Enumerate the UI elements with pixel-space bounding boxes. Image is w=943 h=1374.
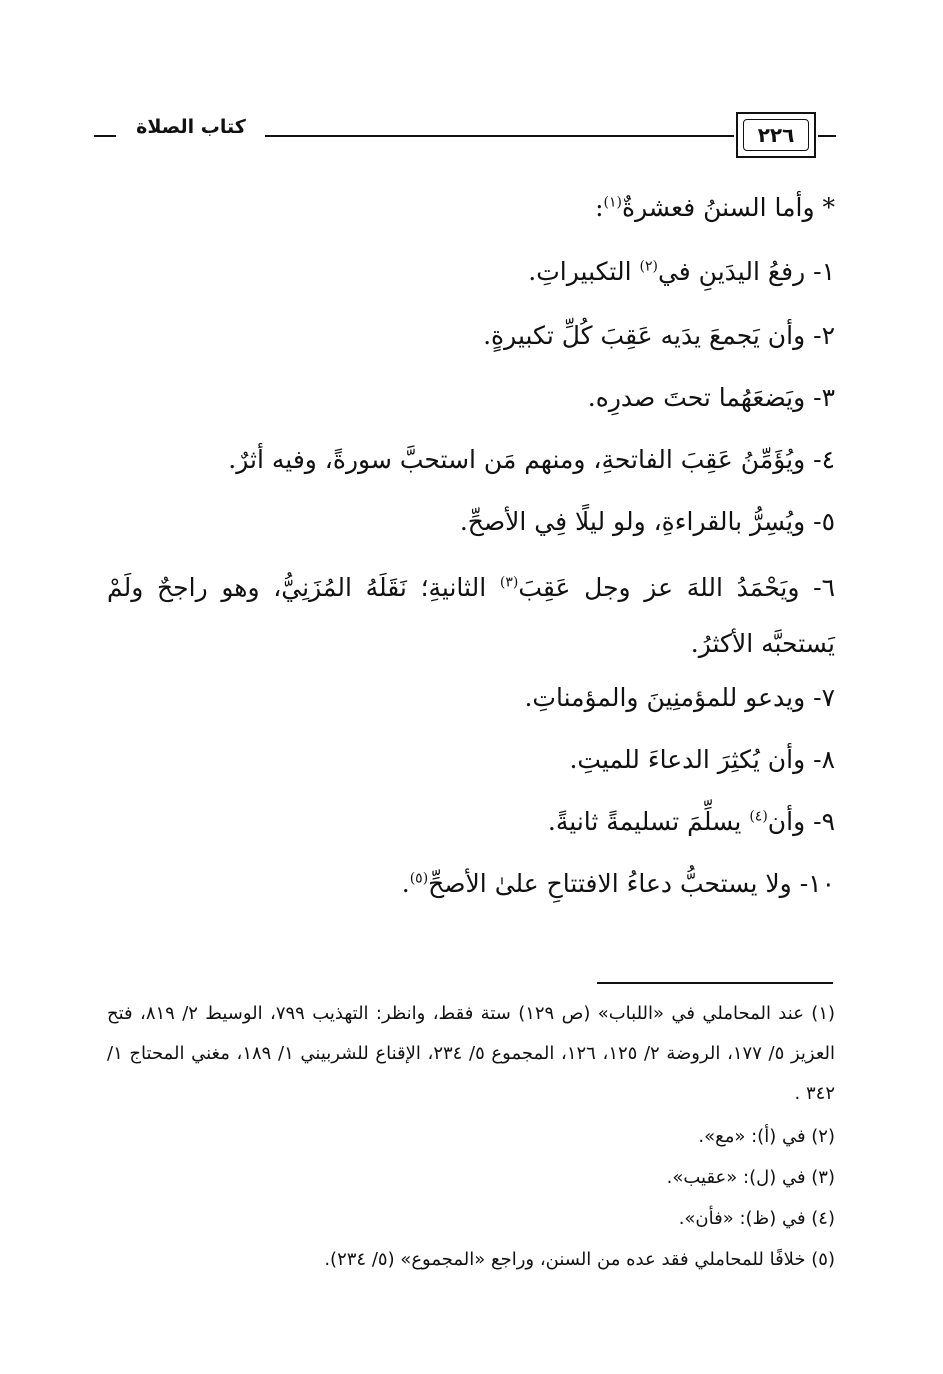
list-item: ٧- ويدعو للمؤمنِينَ والمؤمناتِ. bbox=[524, 683, 835, 712]
list-item: ٨- وأن يُكثِرَ الدعاءَ للميتِ. bbox=[569, 745, 835, 774]
header-rule-middle bbox=[265, 135, 734, 137]
sunan-intro: * وأما السننُ فعشرةٌ$^{(١)}$: bbox=[595, 193, 835, 222]
footnote-1: (١) عند المحاملي في «اللباب» (ص ١٢٩) ستة فقط، وانظر: التهذيب ٧٩٩، الوسيط ٢/ ٨١٩، فتح العزيز ٥/ ١٧٧، الروضة ٢/ ١٢٥، ١٢٦، المجموع ٥/ ٢٣٤، الإقناع للشربيني ١/ ١٨٩، مغني المحتاج ١/ ٣٤٢ . bbox=[107, 1003, 836, 1104]
footnote-4: (٤) في (ظ): «فأن». bbox=[678, 1208, 835, 1229]
header-rule-left bbox=[94, 135, 116, 137]
list-item: ١- رفعُ اليدَينِ في$^{(٢)}$ التكبيراتِ. bbox=[528, 257, 835, 286]
footnote-2: (٢) في (أ): «مع». bbox=[698, 1126, 835, 1147]
list-item: ٥- ويُسِرُّ بالقراءةِ، ولو ليلًا فِي الأصحِّ. bbox=[459, 507, 835, 536]
page-number-box bbox=[736, 112, 816, 158]
list-item-six: ٦- ويَحْمَدُ اللهَ عز وجل عَقِبَ$^{(٣)}$ الثانيةِ؛ نَقَلَهُ المُزَنِيُّ، وهو راجحٌ ولَمْ يَستحبَّه الأكثرُ. bbox=[107, 573, 835, 658]
header-rule-right bbox=[818, 135, 836, 137]
list-item: ٢- وأن يَجمعَ يدَيه عَقِبَ كُلِّ تكبيرةٍ. bbox=[483, 321, 835, 350]
footnote-3: (٣) في (ل): «عقيب». bbox=[666, 1167, 835, 1188]
list-item: ٣- ويَضعَهُما تحتَ صدرِه. bbox=[587, 383, 835, 412]
footnote-ref-3: (٣) bbox=[499, 574, 519, 591]
footnote-ref-1: (١) bbox=[603, 194, 622, 211]
footnote-ref-4: (٤) bbox=[749, 808, 768, 825]
footnote-separator bbox=[597, 982, 833, 984]
footnote-5: (٥) خلافًا للمحاملي فقد عده من السنن، وراجع «المجموع» (٥/ ٢٣٤). bbox=[324, 1249, 835, 1270]
list-item: ٤- ويُؤَمِّنُ عَقِبَ الفاتحةِ، ومنهم مَن استحبَّ سورةً، وفيه أثرٌ. bbox=[228, 445, 835, 474]
list-item: ١٠- ولا يستحبُّ دعاءُ الافتتاحِ علىٰ الأصحِّ$^{(٥)}$. bbox=[401, 869, 835, 898]
footnote-ref-2: (٢) bbox=[639, 258, 658, 275]
footnote-ref-5: (٥) bbox=[409, 870, 429, 887]
list-item: ٩- وأن$^{(٤)}$ يسلِّمَ تسليمةً ثانيةً. bbox=[547, 807, 835, 836]
page-number: ٢٢٦ bbox=[743, 119, 809, 151]
chapter-title: كتاب الصلاة bbox=[136, 116, 246, 138]
